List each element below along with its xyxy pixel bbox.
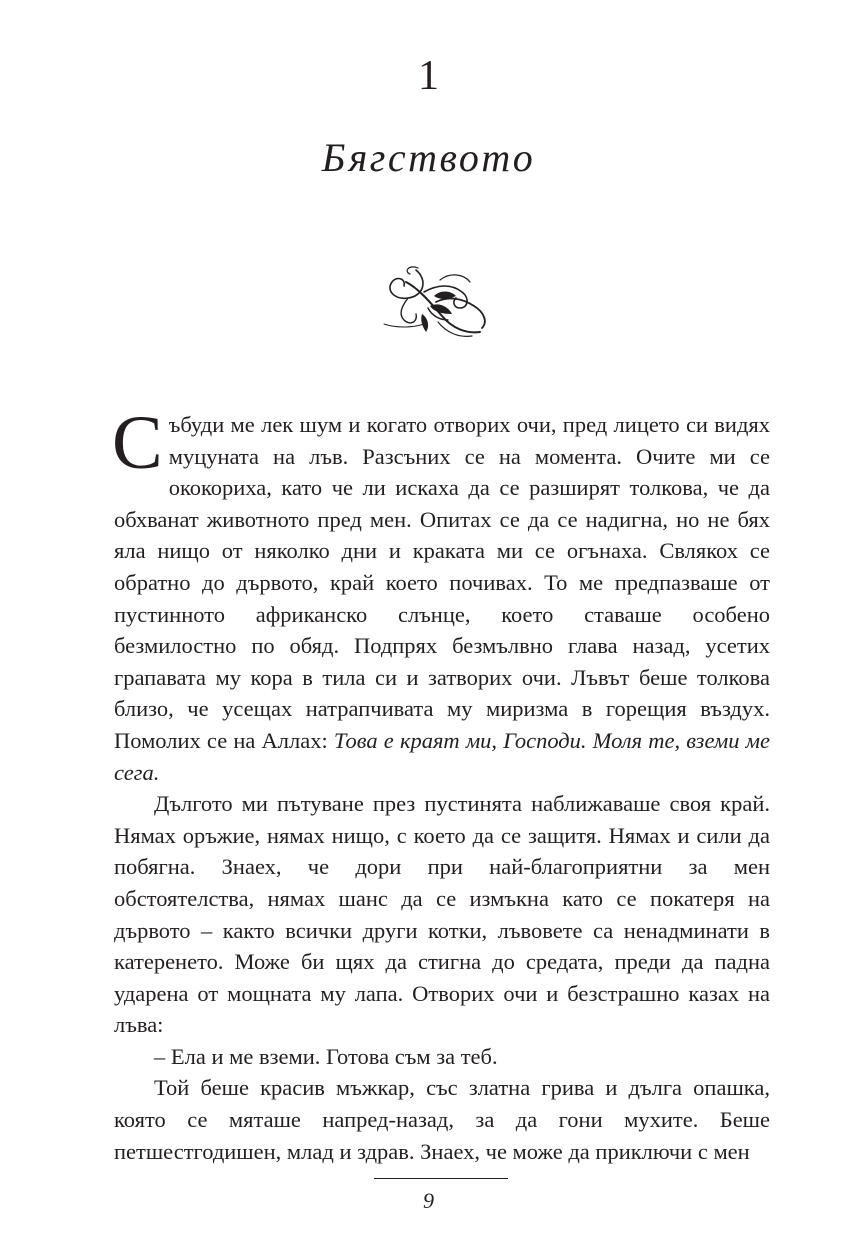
dialogue-line: – Ела и ме вземи. Готова съм за теб.: [154, 1043, 498, 1069]
paragraph-2: Дългото ми пътуване през пустинята наближаваше своя край. Нямах оръжие, нямах нищо, с което да се защитя. Нямах и сили да побягна. Знаех, че дори при най-благоприятни за мен обстоятелства, нямах шанс да се измъкна като се покатеря на дървото – както всички други котки, лъвовете са ненадминати в катеренето. Може би щях да стигна до средата, преди да падна ударена от мощната му лапа. Отворих очи и безстрашно казах на лъва:: [114, 791, 770, 1038]
page-number: 9: [423, 1188, 434, 1213]
prayer-italic: Това е краят ми, Господи. Моля те, вземи ме сега.: [114, 727, 770, 785]
paragraph-1-text: ъбуди ме лек шум и когато отворих очи, пред лицето си видях муцуната на лъв. Разсъних се на момента. Очите ми се ококориха, като че ли искаха да се разширят толкова, че да обхванат животното пред мен. Опитах се да се надигна, но не бях яла нищо от няколко дни и краката ми се огънаха. Свлякох се обратно до дървото, край което почивах. То ме предпазваше от пустинното африканско слънце, което ставаше особено безмилостно по обяд. Подпрях безмълвно глава назад, усетих грапавата му кора в тила си и затворих очи. Лъвът беше толкова близо, че усещах натрапчивата му миризма в горещия въздух. Помолих се на Аллах:: [114, 412, 770, 753]
drop-cap: С: [112, 401, 163, 485]
footer-rule: [374, 1178, 508, 1179]
chapter-number: 1: [418, 53, 439, 99]
chapter-title: Бягството: [321, 135, 536, 180]
paragraph-1: [112, 401, 770, 788]
body-text: [112, 401, 770, 1167]
paragraph-4: Той беше красив мъжкар, със златна грива и дълга опашка, която се мяташе напред-назад, за да гони мухите. Беше петшестгодишен, млад и здрав. Знаех, че може да приключи с мен: [114, 1075, 770, 1164]
floral-flourish-icon: [378, 262, 496, 346]
